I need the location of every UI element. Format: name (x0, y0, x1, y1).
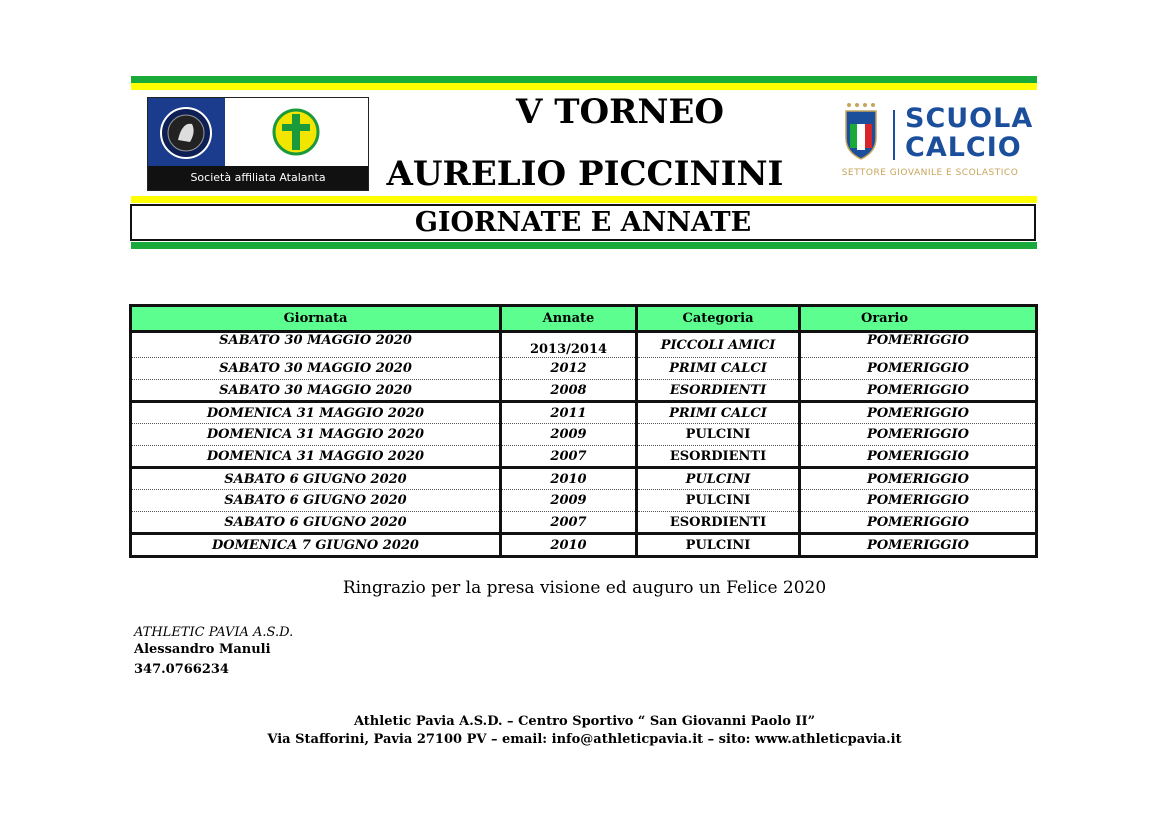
cell-giornata: DOMENICA 7 GIUGNO 2020 (131, 534, 501, 557)
cell-giornata: SABATO 6 GIUGNO 2020 (131, 468, 501, 490)
cell-categoria: ESORDIENTI (637, 512, 800, 534)
cell-annate: 2011 (501, 402, 637, 424)
affiliation-label: Società affiliata Atalanta (148, 166, 368, 190)
athletic-pavia-crest-icon (225, 98, 368, 166)
column-header-giornata: Giornata (131, 306, 501, 332)
cell-annate: 2008 (501, 380, 637, 402)
cell-giornata: SABATO 30 MAGGIO 2020 (131, 332, 501, 358)
top-green-stripe (131, 76, 1037, 83)
cell-orario: POMERIGGIO (800, 424, 1037, 446)
cell-categoria: ESORDIENTI (637, 380, 800, 402)
cell-giornata: DOMENICA 31 MAGGIO 2020 (131, 446, 501, 468)
top-yellow-stripe (131, 83, 1037, 90)
cell-orario: POMERIGGIO (800, 468, 1037, 490)
cell-annate: 2010 (501, 468, 637, 490)
cell-giornata: SABATO 6 GIUGNO 2020 (131, 512, 501, 534)
table-row (131, 402, 1037, 424)
table-row (131, 468, 1037, 490)
scuola-calcio-divider (893, 110, 895, 160)
mid-yellow-stripe (131, 196, 1037, 203)
table-header-row (131, 306, 1037, 332)
cell-giornata: SABATO 30 MAGGIO 2020 (131, 380, 501, 402)
table-row (131, 424, 1037, 446)
cell-annate: 2010 (501, 534, 637, 557)
cell-categoria: PICCOLI AMICI (637, 332, 800, 358)
cell-annate: 2009 (501, 490, 637, 512)
atalanta-logo (148, 98, 225, 166)
signature-phone: 347.0766234 (134, 662, 229, 677)
italia-shield-icon (843, 102, 879, 160)
italia-badge (843, 102, 879, 160)
scuola-calcio-logotype (905, 104, 1033, 162)
cell-orario: POMERIGGIO (800, 332, 1037, 358)
cell-orario: POMERIGGIO (800, 446, 1037, 468)
cell-annate: 2007 (501, 512, 637, 534)
cell-categoria: PRIMI CALCI (637, 358, 800, 380)
cell-categoria: ESORDIENTI (637, 446, 800, 468)
column-header-orario: Orario (800, 306, 1037, 332)
cell-orario: POMERIGGIO (800, 512, 1037, 534)
cell-categoria: PULCINI (637, 468, 800, 490)
column-header-categoria: Categoria (637, 306, 800, 332)
athletic-pavia-logo (225, 98, 368, 166)
calcio-label: CALCIO (905, 132, 1022, 163)
cell-categoria: PRIMI CALCI (637, 402, 800, 424)
signature-name: Alessandro Manuli (134, 642, 271, 657)
atalanta-crest-icon (148, 98, 225, 166)
cell-annate: 2007 (501, 446, 637, 468)
closing-text: Ringrazio per la presa visione ed auguro un Felice 2020 (342, 578, 827, 598)
cell-categoria: PULCINI (637, 490, 800, 512)
cell-annate: 2009 (501, 424, 637, 446)
cell-giornata: DOMENICA 31 MAGGIO 2020 (131, 402, 501, 424)
settore-giovanile-label: SETTORE GIOVANILE E SCOLASTICO (841, 168, 1019, 178)
scuola-label: SCUOLA (905, 103, 1034, 134)
table-row (131, 446, 1037, 468)
cell-giornata: SABATO 6 GIUGNO 2020 (131, 490, 501, 512)
footer-address-line2: Via Stafforini, Pavia 27100 PV – email: info@athleticpavia.it – sito: www.athleticpavia.it (267, 732, 902, 747)
cell-orario: POMERIGGIO (800, 380, 1037, 402)
table-row (131, 332, 1037, 358)
table-row (131, 380, 1037, 402)
cell-annate: 2012 (501, 358, 637, 380)
cell-orario: POMERIGGIO (800, 358, 1037, 380)
cell-categoria: PULCINI (637, 534, 800, 557)
section-subtitle: GIORNATE E ANNATE (130, 204, 1036, 241)
cell-orario: POMERIGGIO (800, 490, 1037, 512)
table-row (131, 358, 1037, 380)
cell-giornata: DOMENICA 31 MAGGIO 2020 (131, 424, 501, 446)
page-title-line1: V TORNEO (515, 92, 724, 132)
cell-categoria: PULCINI (637, 424, 800, 446)
schedule-table (129, 304, 1038, 558)
cell-orario: POMERIGGIO (800, 402, 1037, 424)
table-row (131, 534, 1037, 557)
column-header-annate: Annate (501, 306, 637, 332)
cell-annate: 2013/2014 (501, 332, 637, 358)
club-logos (147, 97, 369, 191)
table-row (131, 490, 1037, 512)
page-title-line2: AURELIO PICCININI (386, 154, 784, 194)
signature-club: ATHLETIC PAVIA A.S.D. (134, 625, 294, 640)
bottom-green-stripe (131, 242, 1037, 249)
cell-orario: POMERIGGIO (800, 534, 1037, 557)
cell-giornata: SABATO 30 MAGGIO 2020 (131, 358, 501, 380)
table-row (131, 512, 1037, 534)
footer-address-line1: Athletic Pavia A.S.D. – Centro Sportivo “ San Giovanni Paolo II” (353, 714, 816, 729)
